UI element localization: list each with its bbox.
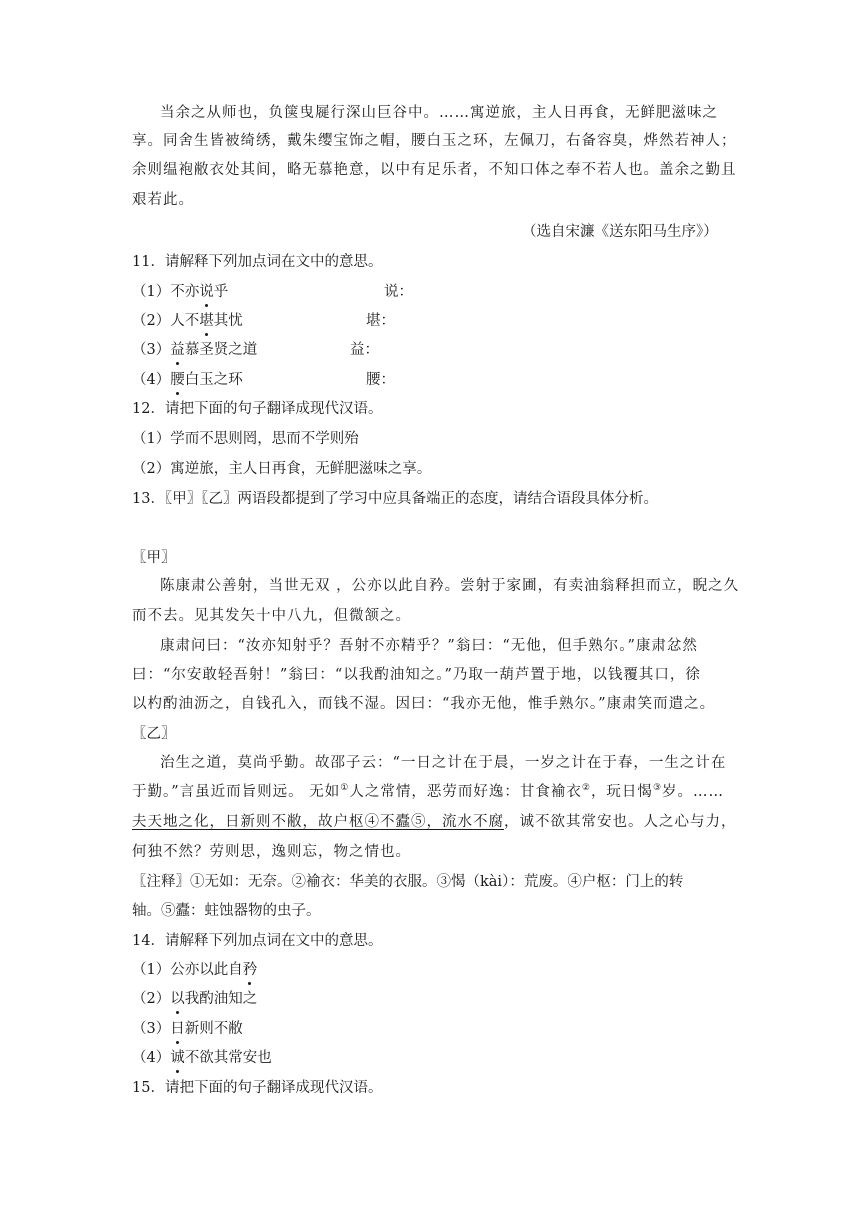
q14-item-1: （1）公亦以此自矜 [132, 962, 258, 978]
q11-answer-label-2: 堪： [366, 313, 395, 329]
q12-stem: 12．请把下面的句子翻译成现代汉语。 [132, 401, 383, 417]
q12-item-1: （1）学而不思则罔，思而不学则殆 [132, 431, 359, 447]
q11-stem: 11．请解释下列加点词在文中的意思。 [132, 254, 383, 270]
passage1-line-1: 当余之从师也，负箧曳屣行深山巨谷中。……寓逆旅，主人日再食，无鲜肥滋味之 [160, 105, 718, 121]
jia-line-4: 曰：“尔安敢轻吾射！”翁曰：“以我酌油知之。”乃取一葫芦置于地，以钱覆其口，徐 [132, 667, 701, 683]
dotted-char: 益 [170, 342, 185, 358]
yi-line-3: 夫天地之化，日新则不敝，故户枢④不蠹⑤，流水不腐，诚不欲其常安也。人之心与力， [132, 814, 737, 830]
passage1-line-4: 艰若此。 [132, 192, 194, 208]
q11-answer-label-4: 腰： [366, 372, 395, 388]
passage1-source: （选自宋濂《送东阳马生序》） [522, 224, 718, 240]
q12-item-2: （2）寓逆旅，主人日再食，无鲜肥滋味之享。 [132, 461, 432, 477]
q11-answer-label-3: 益： [350, 342, 379, 358]
q14-stem: 14．请解释下列加点词在文中的意思。 [132, 933, 383, 949]
dotted-char: 矜 [242, 962, 258, 978]
yi-heading: 〖乙〗 [132, 726, 176, 742]
q15-stem: 15．请把下面的句子翻译成现代汉语。 [132, 1080, 383, 1096]
q11-item-3: （3）益慕圣贤之道 [132, 342, 258, 358]
jia-heading: 〖甲〗 [132, 550, 176, 566]
yi-line-1: 治生之道，莫尚乎勤。故邵子云：“一日之计在于晨，一岁之计在于春，一生之计在 [160, 755, 727, 771]
yi-line-2: 于勤。”言虽近而旨则远。 无如①人之常情，恶劳而好逸：甘食褕衣②，玩日愒③岁。…… [132, 783, 725, 800]
q11-item-4: （4）腰白玉之环 [132, 372, 243, 388]
dotted-char: 腰 [170, 372, 185, 388]
dotted-char: 说 [199, 284, 214, 300]
dotted-char: 以 [170, 991, 185, 1007]
notes-line-1: 〖注释〗①无如：无奈。②褕衣：华美的衣服。③愒（kài）：荒废。④户枢：门上的转 [132, 874, 684, 890]
q11-item-1: （1）不亦说乎 [132, 284, 229, 300]
underlined-sentence: 夫天地之化，日新则不敝，故户枢④不蠹⑤，流水不腐 [132, 814, 504, 830]
jia-line-5: 以杓酌油沥之，自钱孔入，而钱不湿。因曰：“我亦无他，惟手熟尔。”康肃笑而遣之。 [132, 696, 716, 712]
dotted-char: 日 [170, 1021, 185, 1037]
notes-line-2: 轴。⑤蠹：蛀蚀器物的虫子。 [132, 903, 321, 919]
jia-line-1: 陈康肃公善射，当世无双 ，公亦以此自矜。尝射于家圃，有卖油翁释担而立，睨之久 [160, 578, 740, 594]
q14-item-4: （4）诚不欲其常安也 [132, 1050, 272, 1066]
q11-answer-label-1: 说： [384, 284, 413, 300]
q11-item-2: （2）人不堪其忧 [132, 313, 243, 329]
dotted-char: 诚 [170, 1050, 185, 1066]
jia-line-2: 而不去。见其发矢十中八九，但微颔之。 [132, 608, 411, 624]
passage1-line-2: 享。同舍生皆被绮绣，戴朱缨宝饰之帽，腰白玉之环，左佩刀，右备容臭，烨然若神人； [132, 133, 737, 149]
passage1-line-3: 余则缊袍敝衣处其间，略无慕艳意，以中有足乐者，不知口体之奉不若人也。盖余之勤且 [132, 162, 737, 178]
yi-line-4: 何独不然？劳则思，逸则忘，物之情也。 [132, 844, 411, 860]
q14-item-2: （2）以我酌油知之 [132, 991, 258, 1007]
q13-stem: 13．〖甲〗〖乙〗两语段都提到了学习中应具备端正的态度，请结合语段具体分析。 [132, 491, 658, 507]
q14-item-3: （3）日新则不敝 [132, 1021, 243, 1037]
dotted-char: 堪 [199, 313, 214, 329]
jia-line-3: 康肃问曰：“汝亦知射乎？吾射不亦精乎？”翁曰：“无他，但手熟尔。”康肃忿然 [160, 638, 698, 654]
